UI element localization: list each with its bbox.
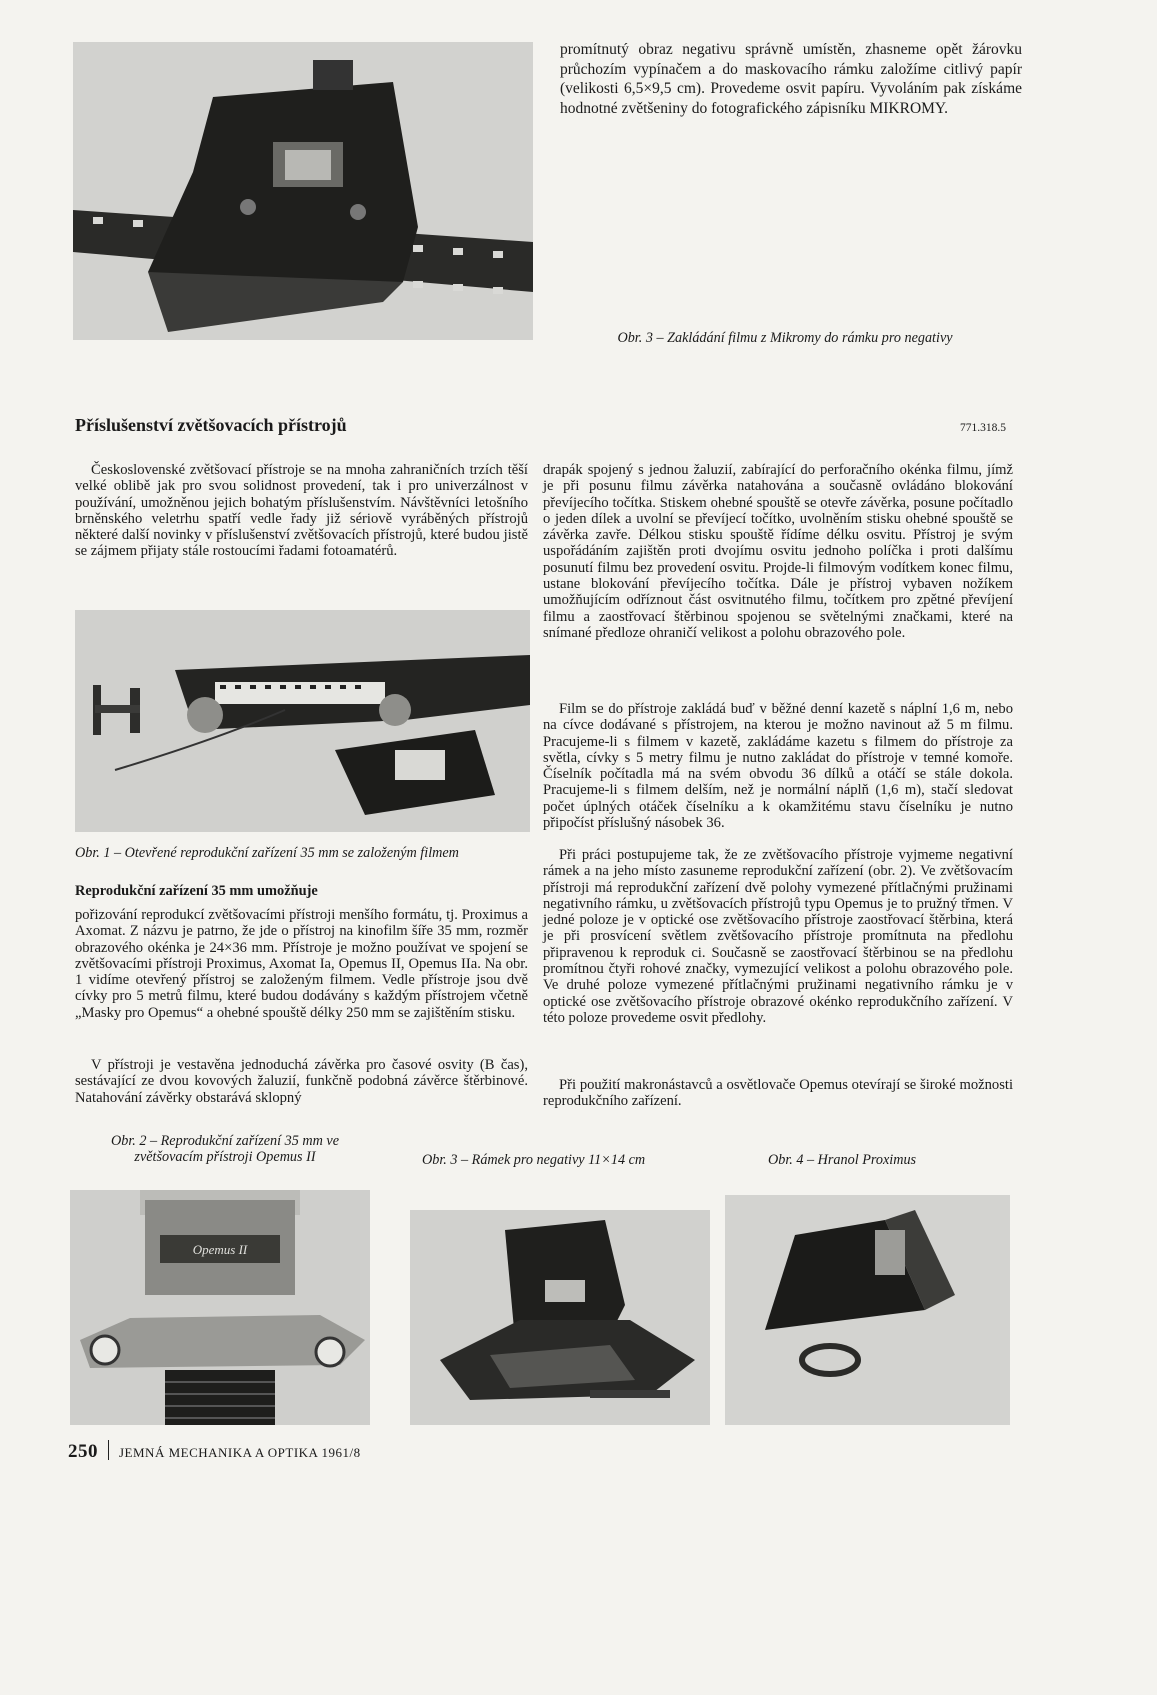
intro-paragraph: Československé zvětšovací přístroje se na mnoha zahraničních trzích těší velké oblibě jak pro svou solidnost provedení, tak i pro univerzálnost v používání, umožněnou jejich bohatým příslušenstvím. Návštěvníci letošního brněnského veletrhu spatří vedle řady již sériově vyráběných přístrojů některé další novinky v příslušenství zvětšovacích přístrojů, které budou jistě se zájmem přijaty stále rostoucími řadami fotoamatérů. [75, 462, 528, 560]
page-number: 250 [68, 1441, 98, 1462]
footer-divider [108, 1440, 109, 1460]
figure3-photo [410, 1210, 710, 1425]
figure1-photo [75, 610, 530, 832]
right-body-3: Při práci postupujeme tak, že ze zvětšovacího přístroje vyjmeme negativní rámek a na jeho místo zasuneme reprodukční zařízení (obr. 2). Ve zvětšovacím přístroji má reprodukční zařízení dvě polohy vymezené přítlačnými pružinami negativního rámku, u zvětšovacích přístrojů typu Opemus je to pružný třmen. V jedné poloze je v optické ose zvětšovacího přístroje zaostřovací štěrbina, která je při prosvícení světlem zvětšovacího přístroje promítnuta na předlohu připravenou k reproduk ci. Současně se zaostřovací štěrbinou se na předlohu promítnou čtyři rohové značky, vymezující velikost a polohu obrazového pole. Ve druhé poloze vymezené přítlačnými pružinami negativního rámku je v optické ose zvětšovacího přístroje obrazové okénko reprodukčního zařízení. V této poloze provedeme osvit předlohy. [543, 847, 1013, 1026]
left-body-2: V přístroji je vestavěna jednoduchá závěrka pro časové osvity (B čas), sestávající ze dvou kovových žaluzií, funkčně podobná závěrce štěrbinové. Natahování závěrky obstarává sklopný [75, 1057, 528, 1106]
figure2-label: Opemus II [192, 1242, 248, 1257]
right-body-2: Film se do přístroje zakládá buď v běžné denní kazetě s náplní 1,6 m, nebo na cívce dodávané s přístrojem, na kterou je možno navinout až 5 m filmu. Pracujeme-li s filmem v kazetě, zakládáme kazetu s filmem do přístroje za světla, cívky s 5 metry filmu je nutno zakládat do přístroje v temné komoře. Číselník počítadla má na svém obvodu 36 dílků a otáčí se stále dokola. Pracujeme-li s filmem delším, než je normální náplň (1,6 m), stačí sledovat počet úplných otáček číselníku a k okamžitému stavu číselníku je nutno připočíst příslušný násobek 36. [543, 701, 1013, 832]
subheading: Reprodukční zařízení 35 mm umožňuje [75, 883, 318, 899]
top-photo-film-loading [73, 42, 533, 340]
figure2-caption: Obr. 2 – Reprodukční zařízení 35 mm ve zvětšovacím přístroji Opemus II [110, 1133, 340, 1165]
left-body-1: pořizování reprodukcí zvětšovacími přístroji menšího formátu, tj. Proximus a Axomat. Z názvu je patrno, že jde o přístroj na kinofilm šíře 35 mm, rozměr obrazového okénka je 24×36 mm. Přístroje je možno používat ve spojení se zvětšovacími přístroji Proximus, Axomat Ia, Opemus II, Opemus IIa. Na obr. 1 vidíme otevřený přístroj se založeným filmem. Vedle přístroje jsou dvě cívky pro 5 metrů filmu, které budou dodávány s každým přístrojem včetně „Masky pro Opemus“ a ohebné spouště délky 250 mm se zajištěním stisku. [75, 907, 528, 1021]
right-body-4: Při použití makronástavců a osvětlovače Opemus otevírají se široké možnosti reprodukčního zařízení. [543, 1077, 1013, 1110]
page-footer [68, 1440, 361, 1463]
top-figure-caption: Obr. 3 – Zakládání filmu z Mikromy do rámku pro negativy [617, 330, 953, 346]
journal-name: JEMNÁ MECHANIKA A OPTIKA 1961/8 [119, 1445, 361, 1460]
top-paragraph: promítnutý obraz negativu správně umístěn, zhasneme opět žárovku průchozím vypínačem a do maskovacího rámku založíme citlivý papír (velikosti 6,5×9,5 cm). Provedeme osvit papíru. Vyvoláním pak získáme hodnotné zvětšeniny do fotografického zápisníku MIKROMY. [560, 41, 1022, 117]
right-body-1: drapák spojený s jednou žaluzií, zabírající do perforačního okénka filmu, jímž je při posunu filmu závěrka natahována a současně ovládáno blokování převíjecího točítka. Stiskem ohebné spouště se otevře závěrka, posune počítadlo o jeden dílek a uvolní se převíjecí točítko, uvolněním stisku ohebné spouště se závěrka zavře. Délkou stisku spouště řídíme délku osvitu. Přístroj je svým uspořádáním zajištěn proti dvojímu osvitu jednoho políčka i proti dalšímu posunutí filmu bez provedení osvitu. Projde-li filmovým vodítkem konec filmu, ustane blokování převíjecího točítka. Dále je přístroj vybaven nožíkem umožňujícím odříznout část osvitnutého filmu, točítkem pro zpětné převíjení filmu a zaostřovací štěrbinou spojenou se světelnými značkami, které na snímané předloze ohraničí velikost a polohu obrazového pole. [543, 462, 1013, 641]
section-title: Příslušenství zvětšovacích přístrojů [75, 415, 347, 435]
figure4-caption: Obr. 4 – Hranol Proximus [768, 1152, 917, 1168]
figure2-photo [70, 1190, 370, 1425]
figure1-caption: Obr. 1 – Otevřené reprodukční zařízení 35 mm se založeným filmem [75, 845, 459, 861]
figure4-photo [725, 1195, 1010, 1425]
classification-code: 771.318.5 [960, 422, 1006, 434]
figure3-caption: Obr. 3 – Rámek pro negativy 11×14 cm [422, 1152, 646, 1168]
